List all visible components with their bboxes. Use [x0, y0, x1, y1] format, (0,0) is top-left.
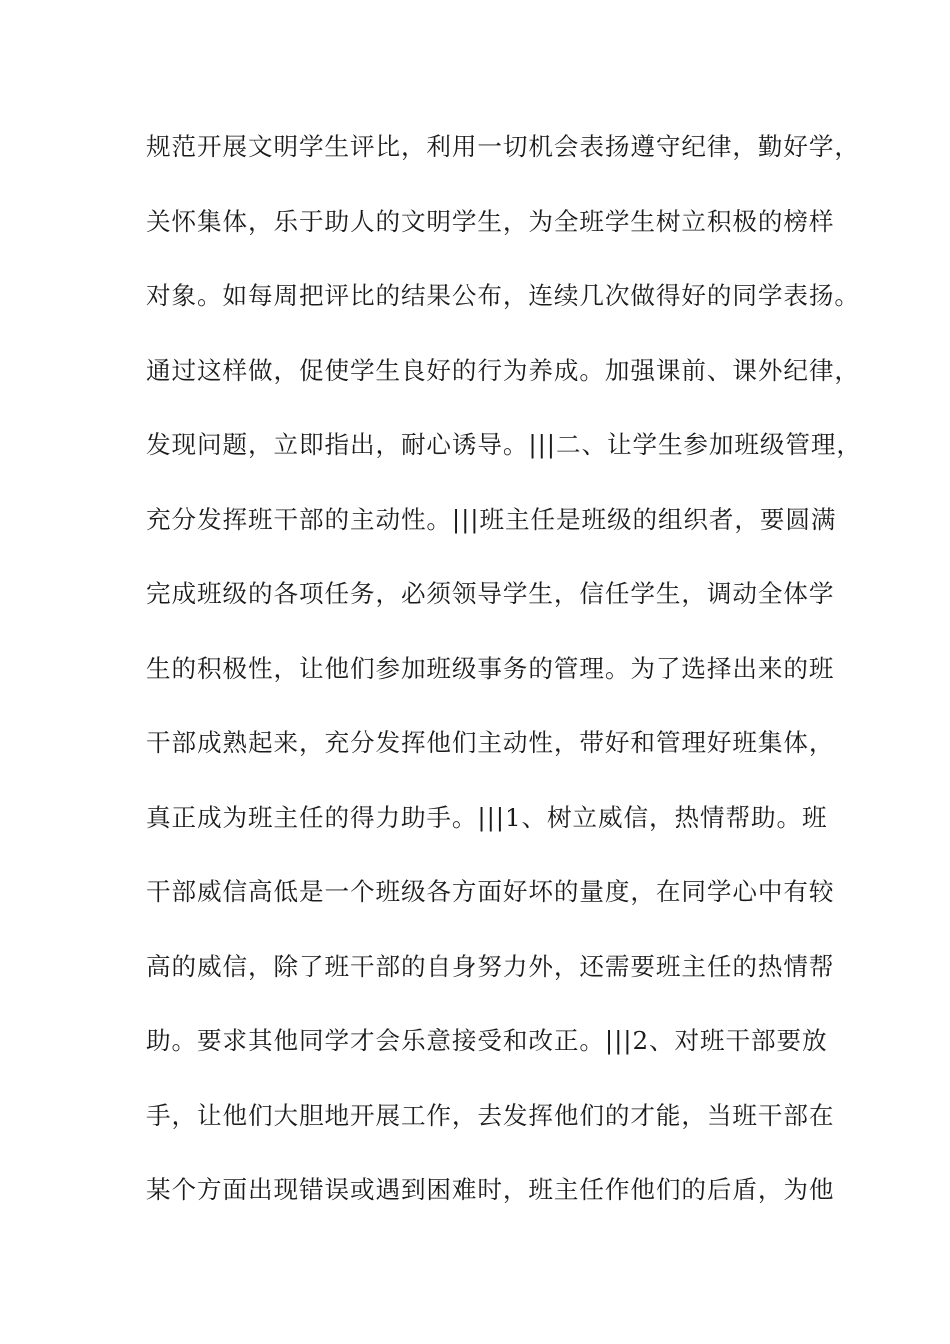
- text-line: 完成班级的各项任务，必须领导学生，信任学生，调动全体学: [146, 579, 835, 608]
- text-line: 对象。如每周把评比的结果公布，连续几次做得好的同学表扬。: [146, 281, 860, 310]
- body-text: [146, 129, 862, 1247]
- text-line: 助。要求其他同学才会乐意接受和改正。|||2、对班干部要放: [146, 1026, 828, 1055]
- text-line: 充分发挥班干部的主动性。|||班主任是班级的组织者，要圆满: [146, 504, 837, 534]
- text-line: 规范开展文明学生评比，利用一切机会表扬遵守纪律，勤好学，: [146, 132, 860, 161]
- text-line: 关怀集体，乐于助人的文明学生，为全班学生树立积极的榜样: [146, 206, 835, 236]
- text-line: 生的积极性，让他们参加班级事务的管理。为了选择出来的班: [146, 653, 835, 683]
- text-line: 干部威信高低是一个班级各方面好坏的量度，在同学心中有较: [146, 877, 835, 906]
- text-line: 通过这样做，促使学生良好的行为养成。加强课前、课外纪律，: [146, 355, 860, 385]
- text-line: 某个方面出现错误或遇到困难时，班主任作他们的后盾，为他: [146, 1175, 835, 1204]
- text-line: 干部成熟起来，充分发挥他们主动性，带好和管理好班集体，: [146, 728, 835, 757]
- text-line: 高的威信，除了班干部的自身努力外，还需要班主任的热情帮: [146, 951, 835, 981]
- text-line: 发现问题，立即指出，耐心诱导。|||二、让学生参加班级管理，: [146, 430, 862, 459]
- text-line: 手，让他们大胆地开展工作，去发挥他们的才能，当班干部在: [146, 1100, 835, 1130]
- text-line: 真正成为班主任的得力助手。|||1、树立威信，热情帮助。班: [146, 802, 828, 832]
